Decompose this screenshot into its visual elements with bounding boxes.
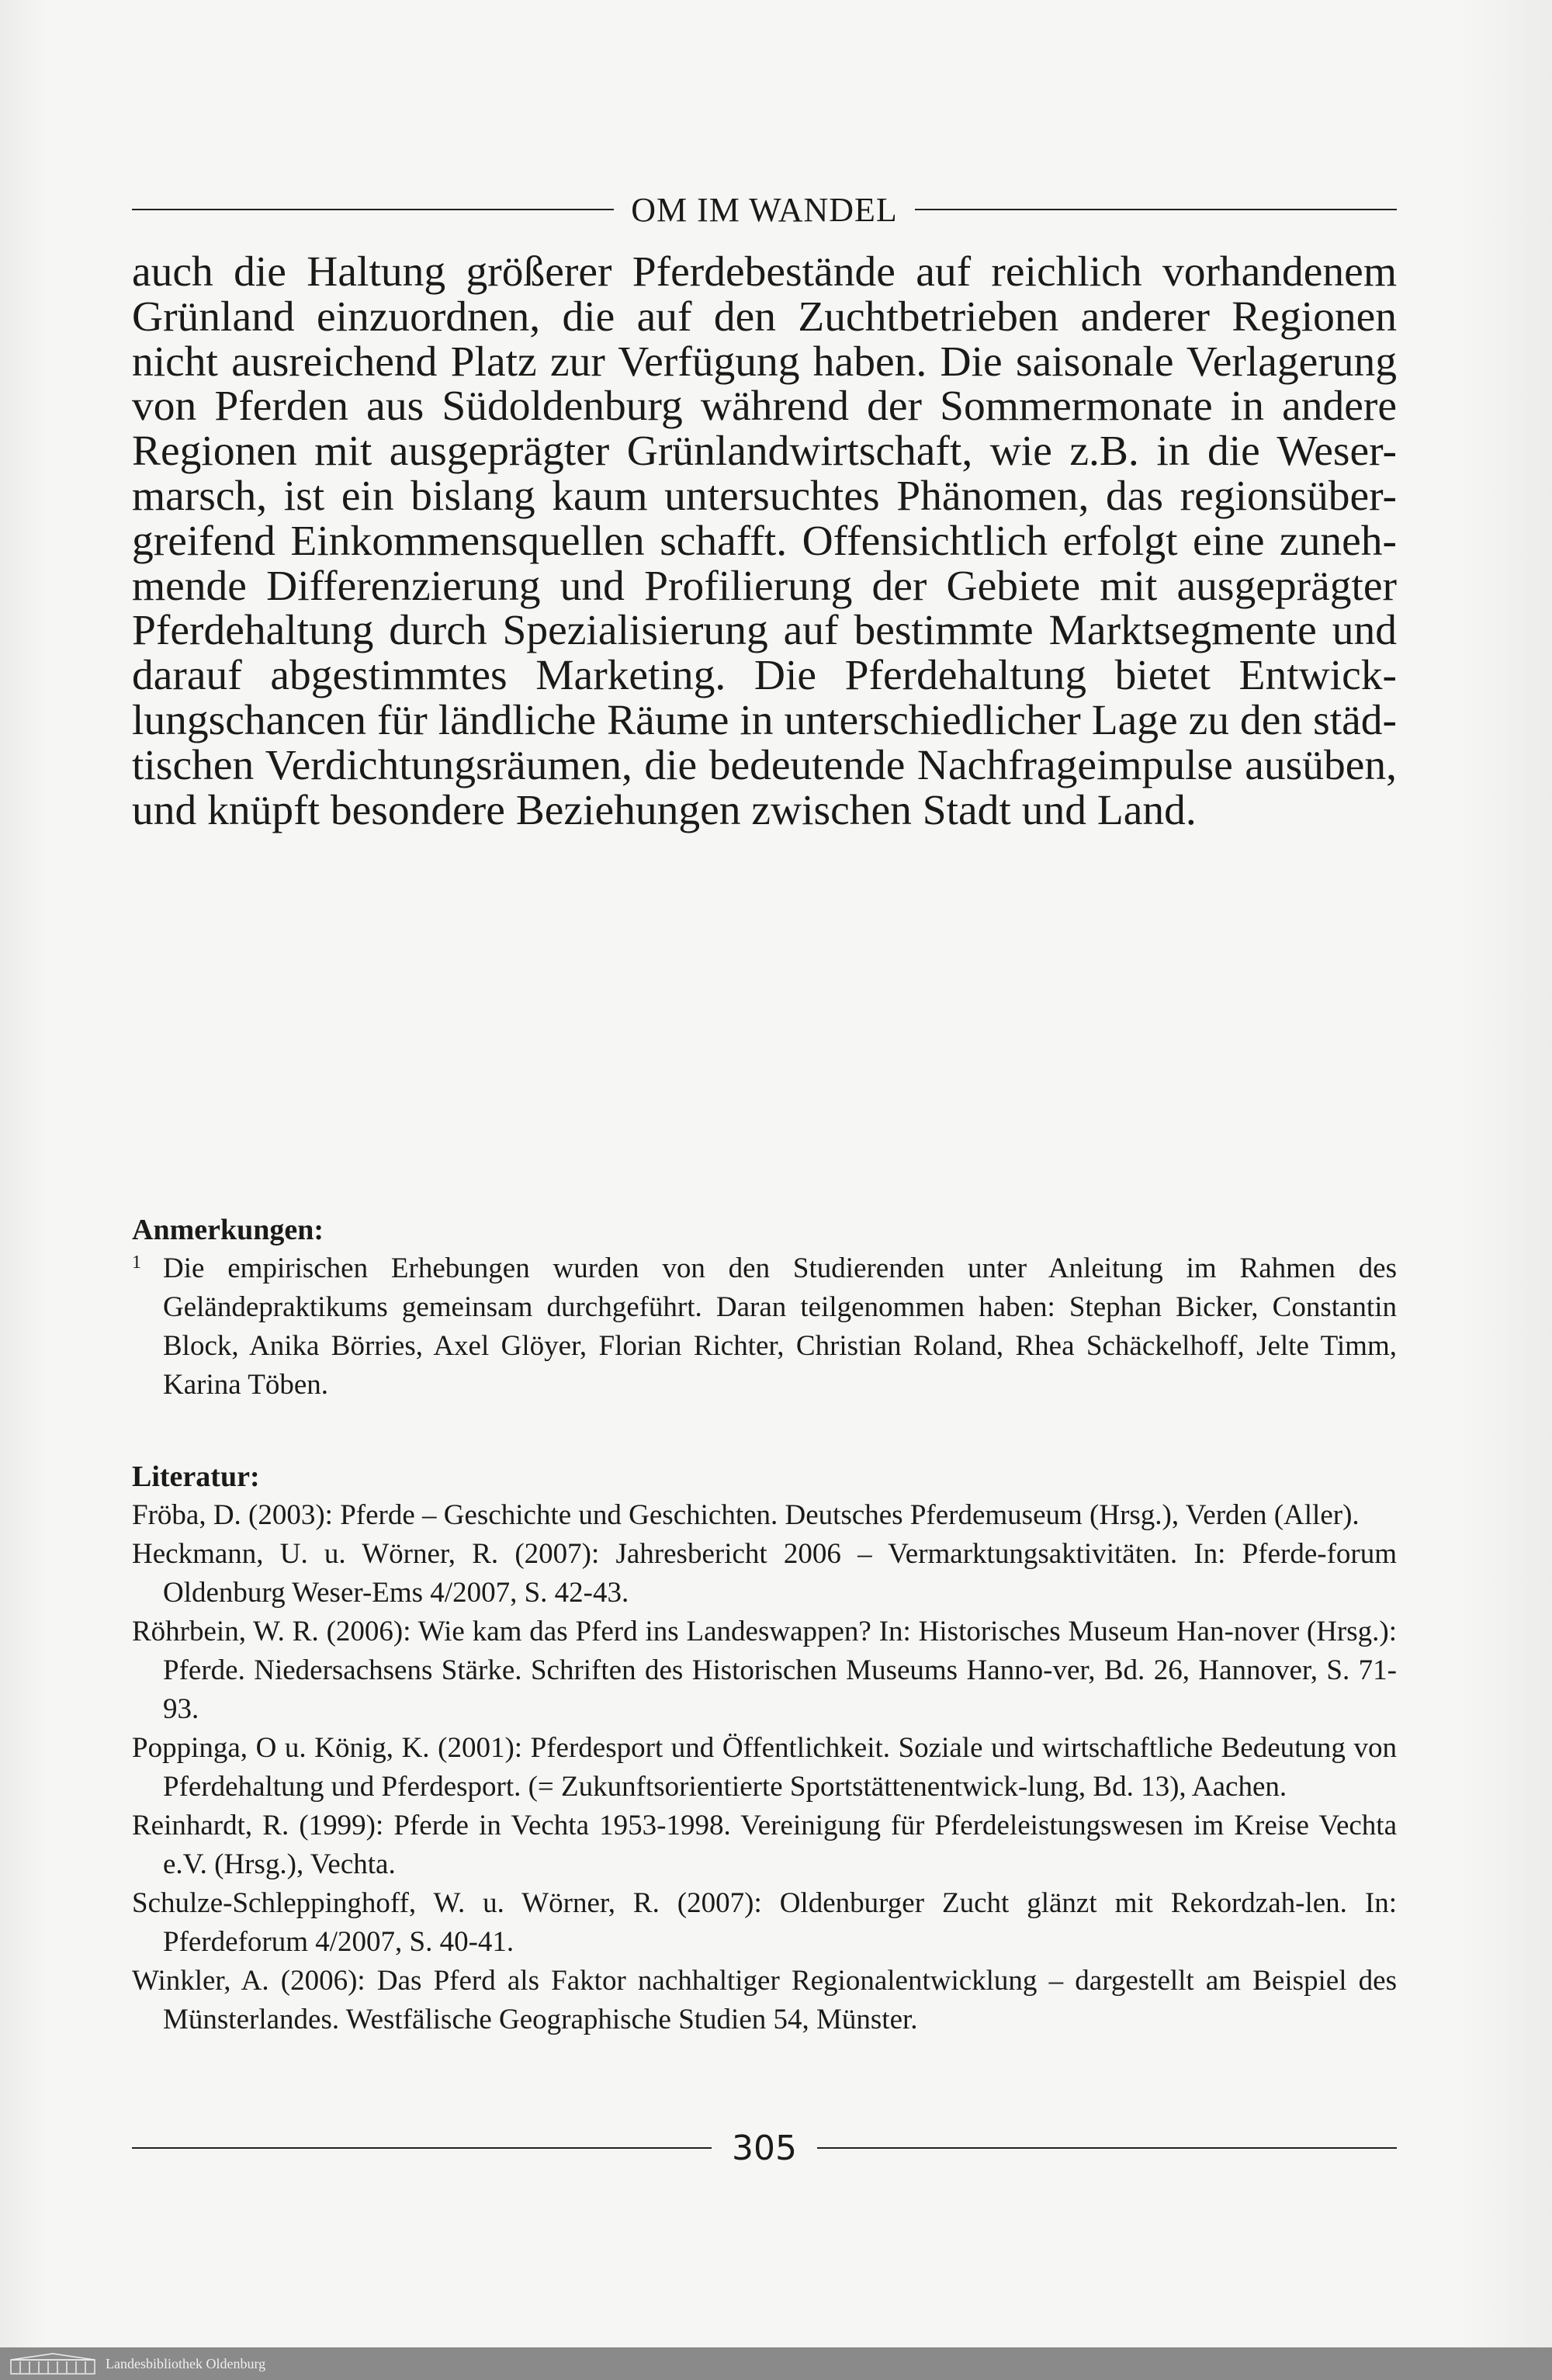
- library-building-icon: [9, 2352, 96, 2375]
- body-text: [132, 250, 1397, 833]
- notes-section: [132, 1211, 1397, 1405]
- note-number: 1: [132, 1252, 141, 1273]
- note-item: [132, 1249, 1397, 1405]
- library-strip: [0, 2347, 1552, 2380]
- running-header: [132, 186, 1397, 233]
- page-footer: [132, 2125, 1397, 2171]
- literature-heading: Literatur:: [132, 1460, 260, 1493]
- literature-entry: Heckmann, U. u. Wörner, R. (2007): Jahresbericht 2006 – Vermarktungsaktivitäten. In: Pferde-forum Oldenburg Weser-Ems 4/2007, S. 42-43.: [132, 1538, 1397, 1609]
- header-rule-left: [132, 209, 614, 210]
- page-number: 305: [732, 2128, 797, 2168]
- literature-entry: Reinhardt, R. (1999): Pferde in Vechta 1953-1998. Vereinigung für Pferdeleistungswesen im Kreise Vechta e.V. (Hrsg.), Vechta.: [132, 1810, 1397, 1880]
- body-paragraph: auch die Haltung größerer Pferdebestände auf reichlich vorhandenem Grünland einzuordnen, die auf den Zuchtbetrieben anderer Regionen nicht ausreichend Platz zur Verfügung haben. Die saisonale Verlagerung von Pferden aus Südoldenburg während der Sommermonate in andere Regionen mit ausgeprägter Grünlandwirtschaft, wie z.B. in die Weser-marsch, ist ein bislang kaum untersuchtes Phänomen, das regionsüber-greifend Einkommensquellen schafft. Offensichtlich erfolgt eine zuneh-mende Differenzierung und Profilierung der Gebiete mit ausgeprägter Pferdehaltung durch Spezialisierung auf bestimmte Marktsegmente und darauf abgestimmtes Marketing. Die Pferdehaltung bietet Entwick-lungschancen für ländliche Räume in unterschiedlicher Lage zu den städ-tischen Verdichtungsräumen, die bedeutende Nachfrageimpulse ausüben, und knüpft besondere Beziehungen zwischen Stadt und Land.: [132, 248, 1397, 834]
- literature-entry: Winkler, A. (2006): Das Pferd als Faktor nachhaltiger Regionalentwicklung – dargestellt am Beispiel des Münsterlandes. Westfälische Geographische Studien 54, Münster.: [132, 1965, 1397, 2035]
- literature-entry: Poppinga, O u. König, K. (2001): Pferdesport und Öffentlichkeit. Soziale und wirtschaftliche Bedeutung von Pferdehaltung und Pferdesport. (= Zukunftsorientierte Sportstättenentwick-lung, Bd. 13), Aachen.: [132, 1732, 1397, 1803]
- footer-rule-right: [817, 2147, 1397, 2149]
- literature-entry: Schulze-Schleppinghoff, W. u. Wörner, R. (2007): Oldenburger Zucht glänzt mit Rekordzah-len. In: Pferdeforum 4/2007, S. 40-41.: [132, 1887, 1397, 1958]
- literature-entry: Röhrbein, W. R. (2006): Wie kam das Pferd ins Landeswappen? In: Historisches Museum Han-nover (Hrsg.): Pferde. Niedersachsens Stärke. Schriften des Historischen Museums Hanno-ver, Bd. 26, Hannover, S. 71-93.: [132, 1616, 1397, 1725]
- notes-heading: Anmerkungen:: [132, 1214, 324, 1246]
- footer-rule-left: [132, 2147, 712, 2149]
- header-title: OM IM WANDEL: [631, 190, 898, 229]
- note-text: Die empirischen Erhebungen wurden von den Studierenden unter Anleitung im Rahmen des Geländepraktikums gemeinsam durchgeführt. Daran teilgenommen haben: Stephan Bicker, Constantin Block, Anika Börries, Axel Glöyer, Florian Richter, Christian Roland, Rhea Schäckelhoff, Jelte Timm, Karina Töben.: [163, 1252, 1397, 1401]
- literature-section: [132, 1457, 1397, 2039]
- library-label: Landesbibliothek Oldenburg: [106, 2355, 266, 2371]
- literature-entry: Fröba, D. (2003): Pferde – Geschichte und Geschichten. Deutsches Pferdemuseum (Hrsg.), Verden (Aller).: [132, 1499, 1360, 1531]
- header-rule-right: [915, 209, 1397, 210]
